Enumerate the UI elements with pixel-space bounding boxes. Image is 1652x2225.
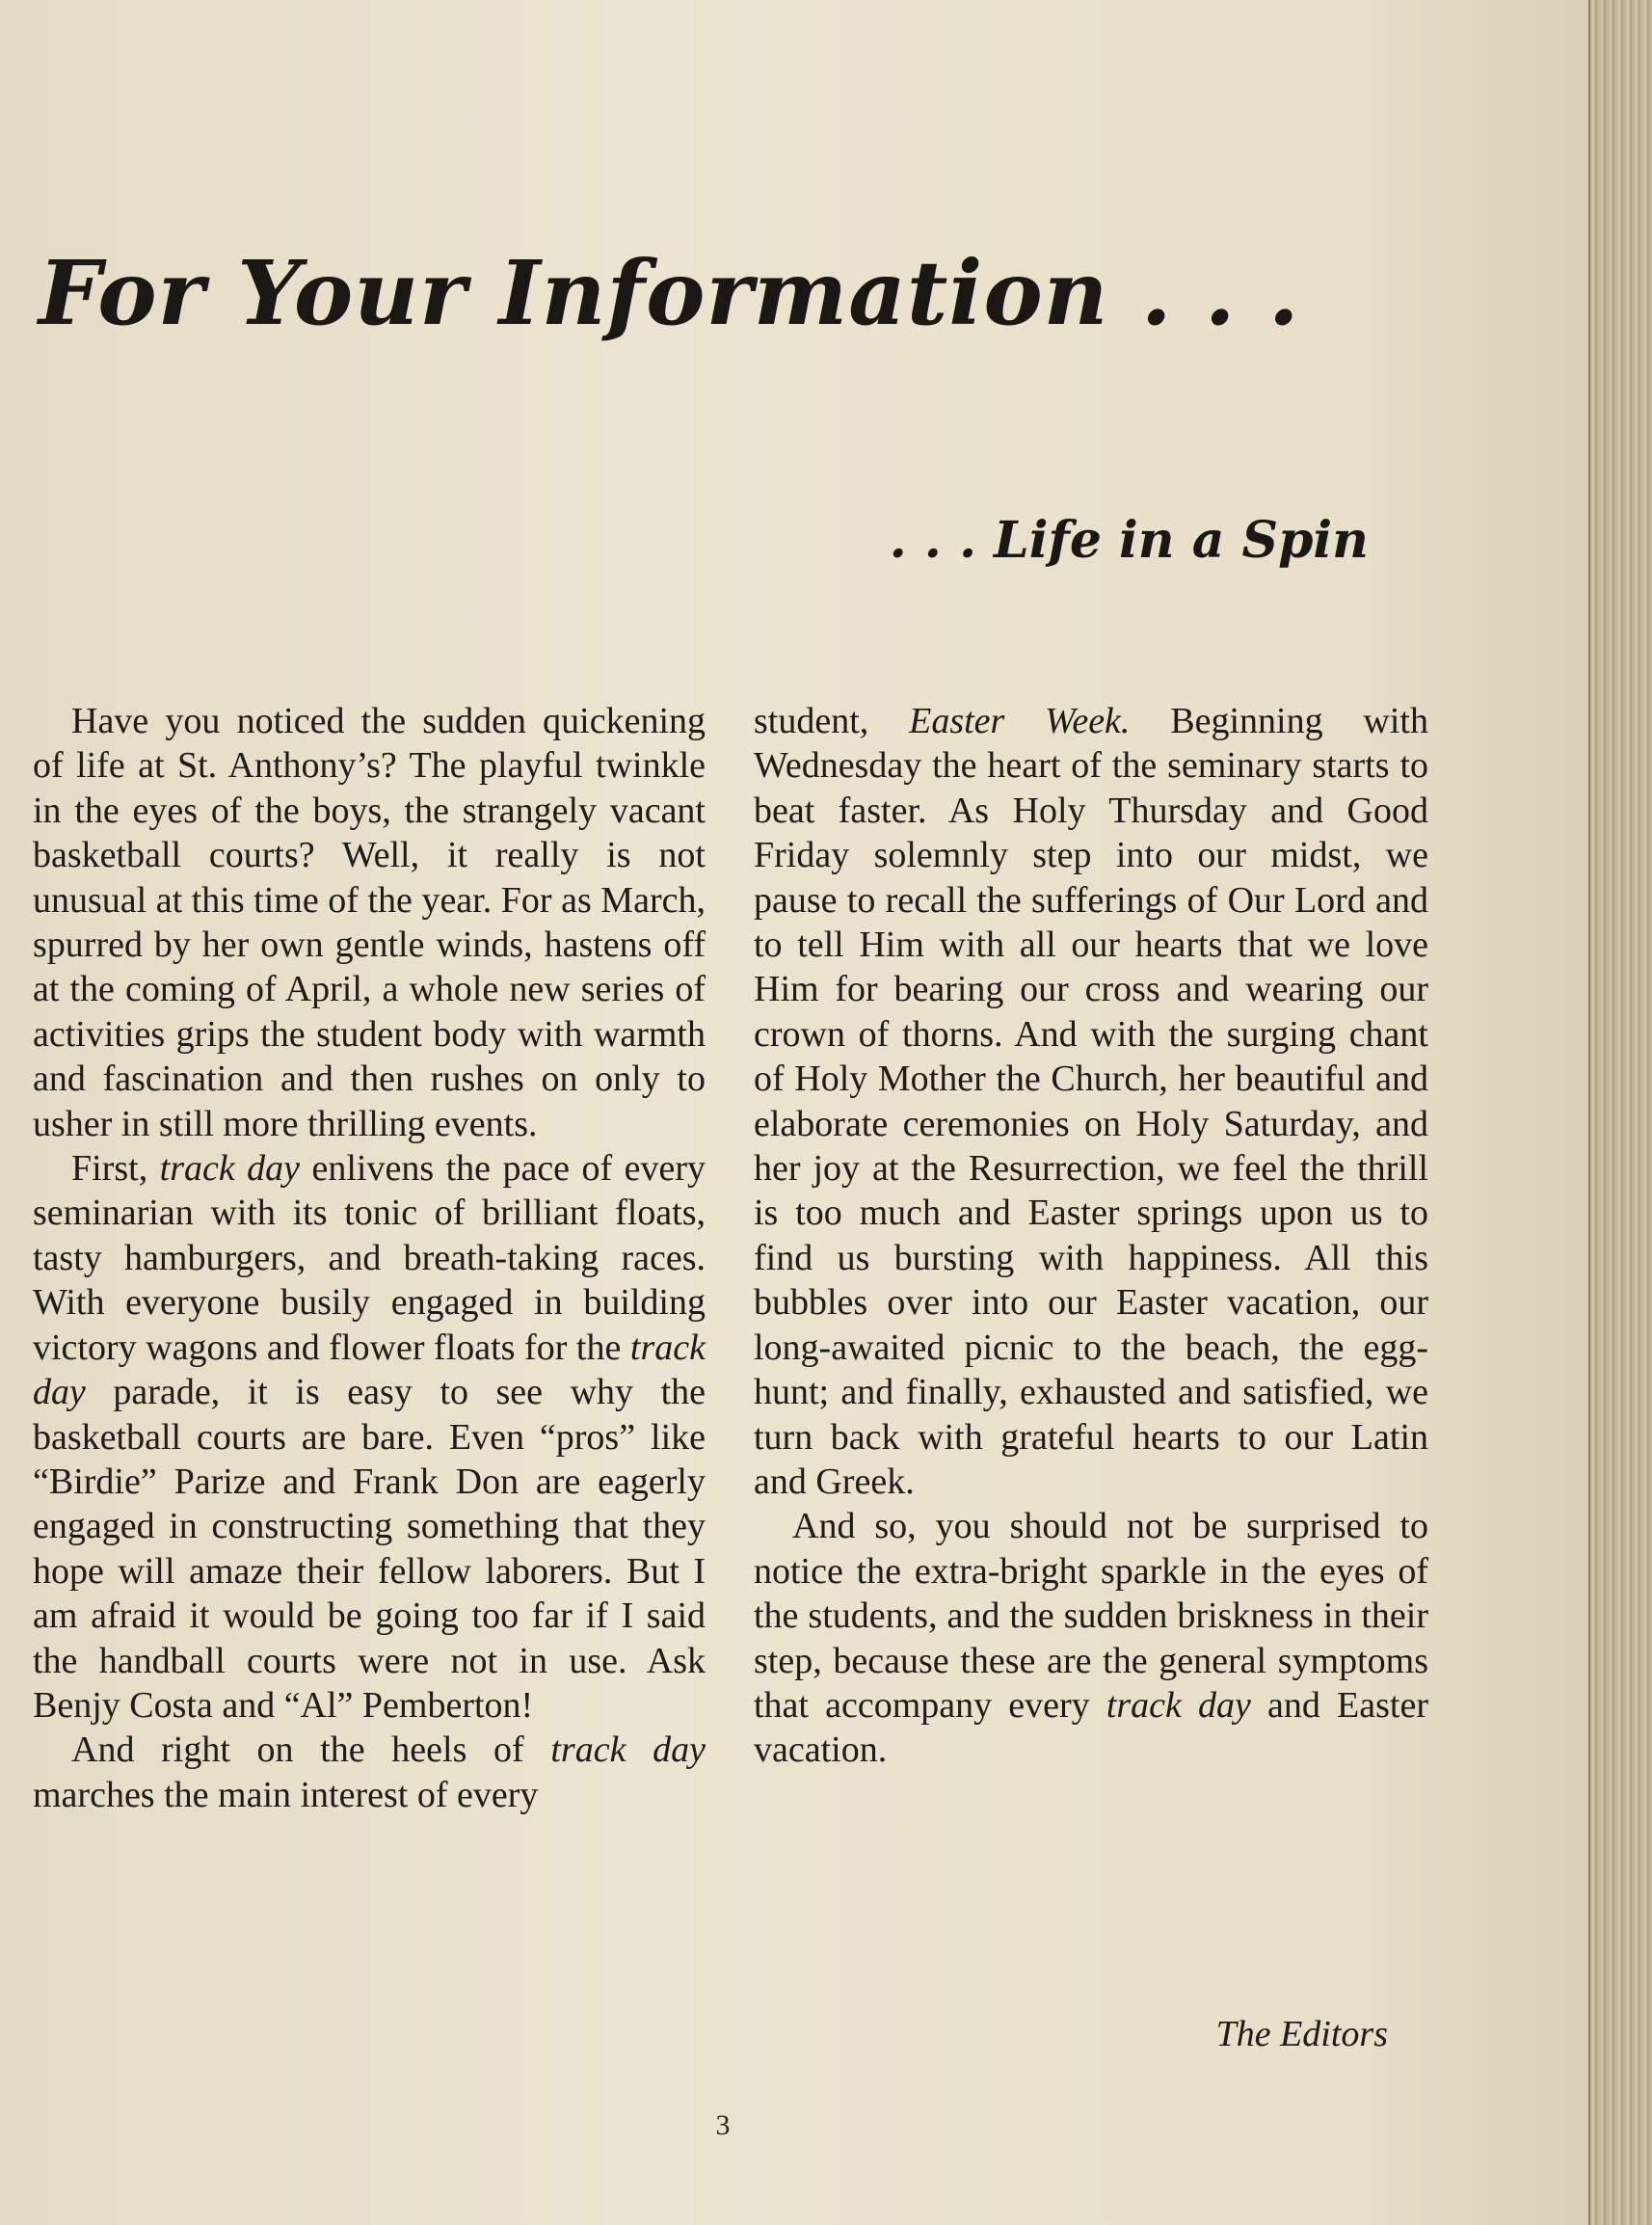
text-run: First,: [71, 1148, 160, 1190]
text-run: Beginning with Wednesday the heart of the seminary starts to beat faster. As Holy Thursday and Good Friday solemnly step into our midst, we pause to recall the sufferings of Our Lord and to tell Him with all our hearts that we love Him for bearing our cross and wearing our crown of thorns. And with the surging chant of Holy Mother the Church, her beautiful and elaborate ceremonies on Holy Saturday, and her joy at the Resurrection, we feel the thrill is too much and Easter springs upon us to find us bursting with happiness. All this bubbles over into our Easter vacation, our long-awaited picnic to the beach, the egg-hunt; and finally, exhausted and satisfied, we turn back with grateful hearts to our Latin and Greek.: [754, 701, 1428, 1502]
page-number: 3: [715, 2109, 731, 2141]
left-paragraph-3: [33, 1728, 706, 1817]
left-paragraph-2: [33, 1146, 706, 1728]
text-run: And right on the heels of: [71, 1729, 551, 1771]
italic-run: track day: [159, 1148, 301, 1190]
italic-run: track day: [33, 1327, 706, 1413]
text-run: And so, you should not be surprised to notice the extra-bright sparkle in the eyes of the students, and the sudden briskness in their step, because these are the general symptoms that accompany every: [754, 1506, 1428, 1726]
right-column: [754, 699, 1428, 1773]
right-paragraph-1: [754, 699, 1428, 1504]
text-run: marches the main interest of every: [33, 1774, 539, 1815]
left-column: [33, 699, 706, 1817]
italic-run: track day: [550, 1729, 706, 1771]
italic-run: Easter Week.: [909, 701, 1131, 741]
left-paragraph-1: Have you noticed the sudden quickening of life at St. Anthony’s? The playful twinkle in the eyes of the boys, the strangely vacant basketball courts? Well, it really is not unusual at this time of the year. For as March, spurred by her own gentle winds, hastens off at the coming of April, a whole new series of activities grips the student body with warmth and fascination and then rushes on only to usher in still more thrilling events.: [33, 701, 706, 1144]
headline: For Your Information . . .: [39, 241, 1300, 345]
text-run: and Easter vacation.: [754, 1684, 1428, 1771]
page-edge-binding: [1588, 0, 1652, 2225]
text-run: parade, it is easy to see why the basketball courts are bare. Even “pros” like “Birdie” Parize and Frank Don are eagerly engaged in constructing something that they hope will amaze their fellow laborers. But I am afraid it would be going too far if I said the handball courts were not in use. Ask Benjy Costa and “Al” Pemberton!: [33, 1372, 706, 1726]
text-run: enlivens the pace of every seminarian with its tonic of brilliant floats, tasty hamburgers, and breath-taking races. With everyone busily engaged in building victory wagons and flower floats for the: [33, 1148, 706, 1368]
italic-run: track day: [1106, 1684, 1251, 1726]
text-run: student,: [754, 701, 910, 741]
signature: The Editors: [1215, 2014, 1388, 2054]
right-paragraph-2: [754, 1504, 1428, 1772]
subheading: . . . Life in a Spin: [889, 511, 1369, 570]
